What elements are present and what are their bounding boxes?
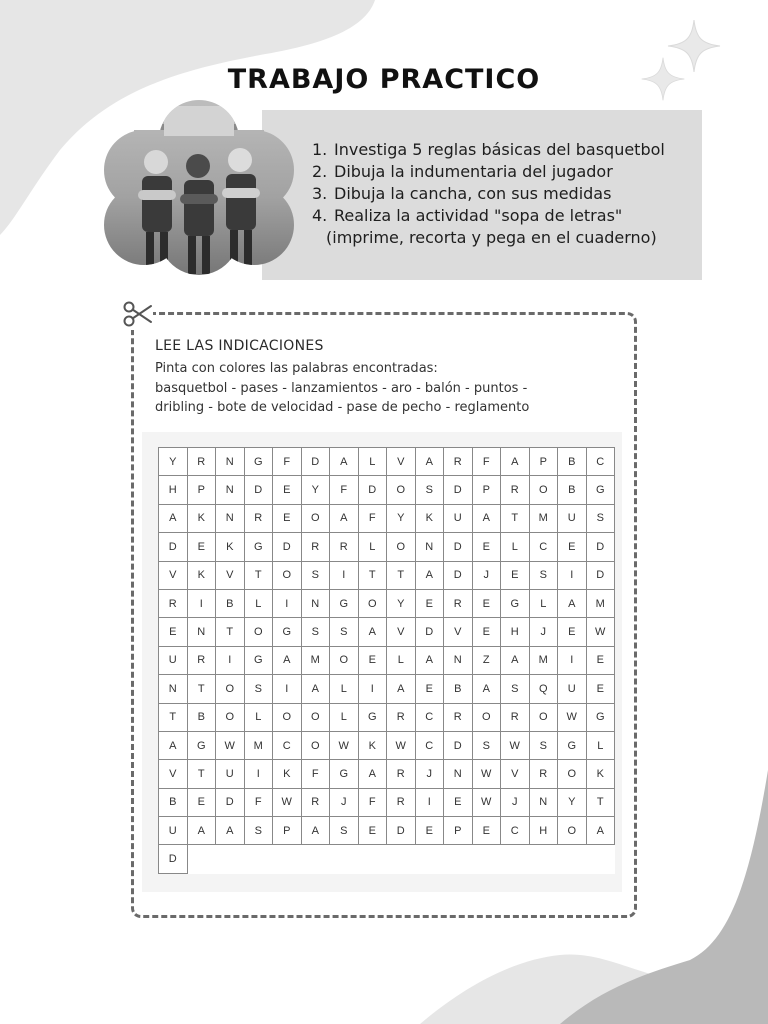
grid-cell: L xyxy=(587,732,616,760)
grid-cell: I xyxy=(330,562,359,590)
grid-cell: H xyxy=(501,618,530,646)
grid-cell: B xyxy=(216,590,245,618)
grid-cell: A xyxy=(387,675,416,703)
grid-cell: W xyxy=(216,732,245,760)
grid-cell: D xyxy=(444,533,473,561)
grid-cell: G xyxy=(188,732,217,760)
grid-cell: O xyxy=(273,562,302,590)
grid-cell: E xyxy=(473,533,502,561)
grid-cell: W xyxy=(501,732,530,760)
grid-cell: P xyxy=(444,817,473,845)
grid-cell: E xyxy=(159,618,188,646)
grid-cell: D xyxy=(444,562,473,590)
grid-cell: S xyxy=(530,732,559,760)
grid-cell: F xyxy=(273,448,302,476)
grid-cell: S xyxy=(330,618,359,646)
grid-cell: L xyxy=(245,590,274,618)
grid-cell: I xyxy=(273,675,302,703)
grid-cell: M xyxy=(302,647,331,675)
grid-cell: P xyxy=(188,476,217,504)
grid-cell: Y xyxy=(159,448,188,476)
grid-cell: A xyxy=(302,817,331,845)
grid-cell: J xyxy=(330,789,359,817)
grid-cell: B xyxy=(558,448,587,476)
grid-cell: E xyxy=(501,562,530,590)
page-title: TRABAJO PRACTICO xyxy=(227,64,541,95)
grid-cell: R xyxy=(444,704,473,732)
grid-cell: W xyxy=(473,789,502,817)
grid-cell: O xyxy=(530,476,559,504)
grid-cell: E xyxy=(188,533,217,561)
grid-cell: V xyxy=(159,760,188,788)
grid-cell: N xyxy=(416,533,445,561)
grid-cell: R xyxy=(188,647,217,675)
grid-cell: N xyxy=(188,618,217,646)
grid-cell: D xyxy=(587,562,616,590)
grid-cell: W xyxy=(558,704,587,732)
grid-cell: Z xyxy=(473,647,502,675)
instructions-list xyxy=(312,139,665,249)
grid-cell: I xyxy=(359,675,388,703)
grid-cell: F xyxy=(302,760,331,788)
grid-cell: O xyxy=(216,675,245,703)
grid-cell: C xyxy=(587,448,616,476)
grid-cell: P xyxy=(473,476,502,504)
activity-lead: Pinta con colores las palabras encontradas: xyxy=(155,361,438,376)
grid-cell: A xyxy=(416,448,445,476)
grid-cell: V xyxy=(216,562,245,590)
grid-cell: N xyxy=(159,675,188,703)
grid-cell: R xyxy=(159,590,188,618)
grid-cell: S xyxy=(302,618,331,646)
instruction-item: 4. Realiza la actividad "sopa de letras" xyxy=(312,206,623,225)
grid-cell: D xyxy=(444,476,473,504)
word-search-grid xyxy=(158,447,615,874)
grid-cell: C xyxy=(530,533,559,561)
grid-cell: G xyxy=(245,448,274,476)
instruction-item: 2. Dibuja la indumentaria del jugador xyxy=(312,162,613,181)
grid-cell: L xyxy=(245,704,274,732)
grid-cell: M xyxy=(530,505,559,533)
activity-heading: LEE LAS INDICACIONES xyxy=(155,338,324,354)
grid-cell: H xyxy=(159,476,188,504)
grid-cell: O xyxy=(558,817,587,845)
grid-cell: G xyxy=(501,590,530,618)
grid-cell: G xyxy=(587,476,616,504)
grid-cell: E xyxy=(416,590,445,618)
grid-cell: I xyxy=(245,760,274,788)
grid-cell: L xyxy=(330,704,359,732)
grid-cell: N xyxy=(302,590,331,618)
grid-cell: N xyxy=(216,505,245,533)
grid-cell: A xyxy=(302,675,331,703)
grid-cell: K xyxy=(273,760,302,788)
grid-cell: E xyxy=(359,647,388,675)
grid-cell: G xyxy=(245,647,274,675)
grid-cell: C xyxy=(416,732,445,760)
grid-cell: E xyxy=(273,476,302,504)
grid-cell: S xyxy=(587,505,616,533)
grid-cell: R xyxy=(530,760,559,788)
grid-cell: S xyxy=(302,562,331,590)
grid-cell: B xyxy=(188,704,217,732)
grid-cell: R xyxy=(387,760,416,788)
grid-cell: T xyxy=(387,562,416,590)
grid-cell: R xyxy=(444,448,473,476)
grid-cell: I xyxy=(273,590,302,618)
grid-cell: O xyxy=(302,732,331,760)
word-list: basquetbol - pases - lanzamientos - aro - balón - puntos - dribling - bote de velocidad - pase de pecho - reglamento xyxy=(155,381,530,415)
grid-cell: O xyxy=(530,704,559,732)
grid-cell: L xyxy=(387,647,416,675)
grid-cell: D xyxy=(302,448,331,476)
grid-cell: F xyxy=(473,448,502,476)
grid-cell: F xyxy=(359,505,388,533)
grid-cell: E xyxy=(188,789,217,817)
grid-cell: O xyxy=(387,533,416,561)
grid-cell: Y xyxy=(387,505,416,533)
grid-cell: A xyxy=(216,817,245,845)
grid-cell: M xyxy=(530,647,559,675)
grid-cell: F xyxy=(330,476,359,504)
grid-cell: D xyxy=(359,476,388,504)
grid-cell: A xyxy=(416,647,445,675)
grid-cell: G xyxy=(273,618,302,646)
grid-cell: E xyxy=(558,533,587,561)
grid-cell: L xyxy=(359,448,388,476)
grid-cell: R xyxy=(387,704,416,732)
grid-cell: G xyxy=(330,590,359,618)
grid-cell: K xyxy=(188,505,217,533)
grid-cell: K xyxy=(216,533,245,561)
grid-cell: K xyxy=(188,562,217,590)
grid-cell: A xyxy=(558,590,587,618)
grid-cell: E xyxy=(359,817,388,845)
grid-cell: E xyxy=(587,675,616,703)
grid-cell: E xyxy=(444,789,473,817)
children-basketball-photo xyxy=(104,100,294,276)
grid-cell: R xyxy=(387,789,416,817)
grid-cell: A xyxy=(159,505,188,533)
grid-cell: M xyxy=(245,732,274,760)
grid-cell: T xyxy=(216,618,245,646)
grid-cell: O xyxy=(302,505,331,533)
grid-cell: E xyxy=(473,590,502,618)
grid-cell: D xyxy=(416,618,445,646)
grid-cell: L xyxy=(501,533,530,561)
grid-cell: Y xyxy=(558,789,587,817)
grid-cell: S xyxy=(245,817,274,845)
grid-cell: R xyxy=(330,533,359,561)
grid-cell: M xyxy=(587,590,616,618)
grid-cell: I xyxy=(216,647,245,675)
grid-cell: R xyxy=(501,704,530,732)
grid-cell: W xyxy=(387,732,416,760)
grid-cell: U xyxy=(159,817,188,845)
grid-cell: R xyxy=(444,590,473,618)
grid-cell: F xyxy=(359,789,388,817)
grid-cell: V xyxy=(444,618,473,646)
grid-cell: A xyxy=(473,505,502,533)
grid-cell: G xyxy=(359,704,388,732)
grid-cell: Y xyxy=(387,590,416,618)
grid-cell: A xyxy=(359,618,388,646)
grid-cell: T xyxy=(245,562,274,590)
grid-cell: W xyxy=(587,618,616,646)
grid-cell: K xyxy=(416,505,445,533)
instruction-item: 3. Dibuja la cancha, con sus medidas xyxy=(312,184,612,203)
grid-cell: R xyxy=(302,533,331,561)
grid-cell: U xyxy=(558,675,587,703)
instruction-note: (imprime, recorta y pega en el cuaderno) xyxy=(326,228,657,247)
grid-cell: O xyxy=(273,704,302,732)
grid-cell: E xyxy=(273,505,302,533)
grid-cell: C xyxy=(416,704,445,732)
grid-cell: B xyxy=(159,789,188,817)
grid-cell: I xyxy=(416,789,445,817)
grid-cell: A xyxy=(359,760,388,788)
grid-cell: L xyxy=(530,590,559,618)
grid-cell: O xyxy=(216,704,245,732)
grid-cell: G xyxy=(558,732,587,760)
grid-cell: D xyxy=(587,533,616,561)
grid-cell: N xyxy=(216,448,245,476)
grid-cell: L xyxy=(359,533,388,561)
grid-cell: D xyxy=(216,789,245,817)
grid-cell: S xyxy=(245,675,274,703)
grid-cell: O xyxy=(245,618,274,646)
grid-cell: K xyxy=(587,760,616,788)
grid-cell: N xyxy=(444,647,473,675)
grid-cell: J xyxy=(530,618,559,646)
grid-cell: W xyxy=(473,760,502,788)
grid-cell: R xyxy=(188,448,217,476)
grid-cell: H xyxy=(530,817,559,845)
grid-cell: E xyxy=(587,647,616,675)
grid-cell: S xyxy=(473,732,502,760)
grid-cell: C xyxy=(273,732,302,760)
grid-cell: J xyxy=(501,789,530,817)
grid-cell: K xyxy=(359,732,388,760)
grid-cell: E xyxy=(473,618,502,646)
grid-cell: D xyxy=(387,817,416,845)
grid-cell: T xyxy=(501,505,530,533)
grid-cell: U xyxy=(159,647,188,675)
grid-cell: O xyxy=(473,704,502,732)
grid-cell: G xyxy=(587,704,616,732)
grid-cell: I xyxy=(558,647,587,675)
grid-cell: T xyxy=(188,760,217,788)
grid-cell: V xyxy=(159,562,188,590)
grid-cell: T xyxy=(359,562,388,590)
grid-cell: D xyxy=(159,845,188,873)
grid-cell: E xyxy=(558,618,587,646)
grid-cell: Y xyxy=(302,476,331,504)
grid-cell: W xyxy=(330,732,359,760)
grid-cell: P xyxy=(530,448,559,476)
grid-cell: I xyxy=(558,562,587,590)
instruction-item: 1. Investiga 5 reglas básicas del basquetbol xyxy=(312,140,665,159)
grid-cell: T xyxy=(587,789,616,817)
grid-cell: A xyxy=(330,505,359,533)
grid-cell: V xyxy=(387,448,416,476)
scissors-icon xyxy=(121,298,153,330)
grid-cell: A xyxy=(587,817,616,845)
grid-cell: I xyxy=(188,590,217,618)
grid-cell: S xyxy=(416,476,445,504)
grid-cell: O xyxy=(330,647,359,675)
grid-cell: U xyxy=(444,505,473,533)
grid-cell: G xyxy=(245,533,274,561)
grid-cell: D xyxy=(273,533,302,561)
grid-cell: J xyxy=(416,760,445,788)
grid-cell: A xyxy=(273,647,302,675)
grid-cell: W xyxy=(273,789,302,817)
grid-cell: O xyxy=(558,760,587,788)
grid-cell: P xyxy=(273,817,302,845)
grid-cell: N xyxy=(444,760,473,788)
grid-cell: Q xyxy=(530,675,559,703)
grid-cell: E xyxy=(416,817,445,845)
grid-cell: S xyxy=(330,817,359,845)
grid-cell: C xyxy=(501,817,530,845)
grid-cell: A xyxy=(501,448,530,476)
grid-cell: D xyxy=(159,533,188,561)
grid-cell: A xyxy=(501,647,530,675)
grid-cell: D xyxy=(245,476,274,504)
grid-cell: A xyxy=(330,448,359,476)
grid-cell: J xyxy=(473,562,502,590)
grid-cell: O xyxy=(302,704,331,732)
grid-cell: T xyxy=(188,675,217,703)
grid-cell: G xyxy=(330,760,359,788)
grid-cell: O xyxy=(359,590,388,618)
grid-cell: A xyxy=(473,675,502,703)
grid-cell: U xyxy=(558,505,587,533)
grid-cell: S xyxy=(501,675,530,703)
grid-cell: B xyxy=(444,675,473,703)
grid-cell: U xyxy=(216,760,245,788)
grid-cell: O xyxy=(387,476,416,504)
grid-cell: R xyxy=(501,476,530,504)
grid-cell: A xyxy=(188,817,217,845)
grid-cell: E xyxy=(473,817,502,845)
grid-cell: R xyxy=(302,789,331,817)
grid-cell: B xyxy=(558,476,587,504)
grid-cell: N xyxy=(216,476,245,504)
grid-cell: S xyxy=(530,562,559,590)
grid-cell: T xyxy=(159,704,188,732)
grid-cell: D xyxy=(444,732,473,760)
grid-cell: V xyxy=(387,618,416,646)
grid-cell: E xyxy=(416,675,445,703)
grid-cell: N xyxy=(530,789,559,817)
grid-cell: F xyxy=(245,789,274,817)
grid-cell: V xyxy=(501,760,530,788)
grid-cell: A xyxy=(159,732,188,760)
grid-cell: A xyxy=(416,562,445,590)
grid-cell: L xyxy=(330,675,359,703)
grid-cell: R xyxy=(245,505,274,533)
